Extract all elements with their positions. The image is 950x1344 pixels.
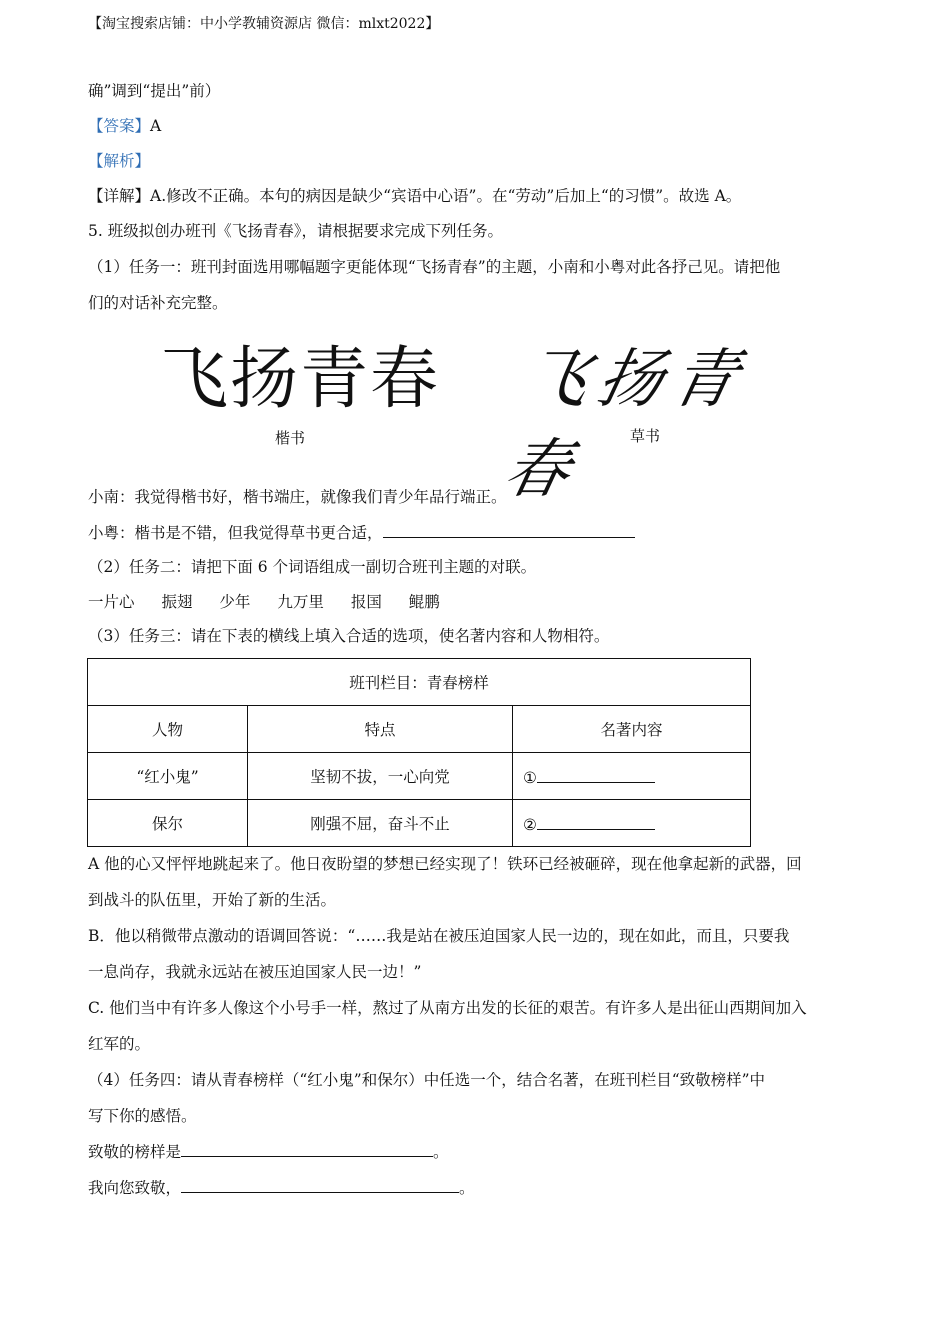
task2-line: （2）任务二：请把下面 6 个词语组成一副切合班刊主题的对联。 [88, 558, 537, 576]
task1-line2: 们的对话补充完整。 [88, 294, 228, 312]
answer-blank[interactable] [181, 1140, 433, 1157]
word-item: 一片心 [88, 593, 135, 611]
table-title: 班刊栏目：青春榜样 [88, 659, 751, 706]
xiaoyue-text: 小粤：楷书是不错，但我觉得草书更合适， [88, 524, 383, 542]
detail-line: 【详解】A.修改不正确。本句的病因是缺少“宾语中心语”。在“劳动”后加上“的习惯”。故选 A。 [88, 187, 742, 205]
regular-script-label: 楷书 [275, 429, 306, 447]
table-header: 人物 [88, 706, 248, 753]
text-line: 确”调到“提出”前） [88, 82, 221, 100]
period: 。 [459, 1179, 475, 1197]
answer-blank[interactable] [537, 766, 655, 783]
cursive-script-label: 草书 [630, 427, 661, 445]
option-c-line1: C. 他们当中有许多人像这个小号手一样，熬过了从南方出发的长征的艰苦。有许多人是出征山西期间加入 [88, 999, 807, 1017]
table-cell-person: “红小鬼” [88, 753, 248, 800]
option-c-line2: 红军的。 [88, 1035, 151, 1053]
model-line [88, 1140, 449, 1163]
table-header: 特点 [248, 706, 513, 753]
regular-script-image [160, 335, 450, 425]
answer-blank[interactable] [383, 521, 635, 538]
task4-line2: 写下你的感悟。 [88, 1107, 197, 1125]
option-a-line2: 到战斗的队伍里，开始了新的生活。 [88, 891, 337, 909]
xiaonan-line: 小南：我觉得楷书好，楷书端庄，就像我们青少年品行端正。 [88, 488, 507, 506]
blank-marker: ② [523, 815, 537, 834]
option-a-line1: A 他的心又怦怦地跳起来了。他日夜盼望的梦想已经实现了！铁环已经被砸碎，现在他拿起新的武器，回 [88, 855, 802, 873]
table-cell-person: 保尔 [88, 800, 248, 847]
word-item: 报国 [350, 593, 382, 611]
word-item: 少年 [219, 593, 251, 611]
xiaoyue-line [88, 521, 635, 544]
option-b-line2: 一息尚存，我就永远站在被压迫国家人民一边！” [88, 963, 422, 981]
table-header: 名著内容 [513, 706, 751, 753]
word-item: 九万里 [277, 593, 324, 611]
column-table [87, 658, 751, 847]
task3-line: （3）任务三：请在下表的横线上填入合适的选项，使名著内容和人物相符。 [88, 627, 610, 645]
table-cell-trait: 刚强不屈，奋斗不止 [248, 800, 513, 847]
option-b-line1: B．他以稍微带点激动的语调回答说：“……我是站在被压迫国家人民一边的，现在如此，而且，只要我 [88, 927, 790, 945]
blank-marker: ① [523, 768, 537, 787]
answer-line [88, 115, 161, 137]
word-item: 鲲鹏 [408, 593, 440, 611]
table-row [88, 753, 751, 800]
table-cell-content [513, 753, 751, 800]
table-row [88, 800, 751, 847]
salute-line [88, 1176, 475, 1199]
cursive-script-text: 飞扬青春 [497, 343, 755, 507]
table-cell-trait: 坚韧不拔，一心向党 [248, 753, 513, 800]
task1-line1: （1）任务一：班刊封面选用哪幅题字更能体现“飞扬青春”的主题，小南和小粤对此各抒己见。请把他 [88, 258, 781, 276]
salute-text: 我向您致敬， [88, 1179, 182, 1197]
page-header: 【淘宝搜索店铺：中小学教辅资源店 微信：mlxt2022】 [88, 16, 440, 32]
answer-blank[interactable] [181, 1176, 459, 1193]
regular-script-text: 飞扬青春 [160, 340, 441, 419]
answer-value: A [150, 117, 162, 135]
answer-blank[interactable] [537, 813, 655, 830]
analysis-tag: 【解析】 [88, 152, 151, 170]
period: 。 [433, 1143, 449, 1161]
question-5: 5. 班级拟创办班刊《飞扬青春》，请根据要求完成下列任务。 [88, 222, 503, 240]
answer-tag: 【答案】 [88, 117, 151, 135]
task4-line1: （4）任务四：请从青春榜样（“红小鬼”和保尔）中任选一个，结合名著，在班刊栏目“致敬榜样”中 [88, 1071, 766, 1089]
word-item: 振翅 [161, 593, 193, 611]
table-cell-content [513, 800, 751, 847]
word-list [88, 591, 462, 613]
model-text: 致敬的榜样是 [88, 1143, 182, 1161]
